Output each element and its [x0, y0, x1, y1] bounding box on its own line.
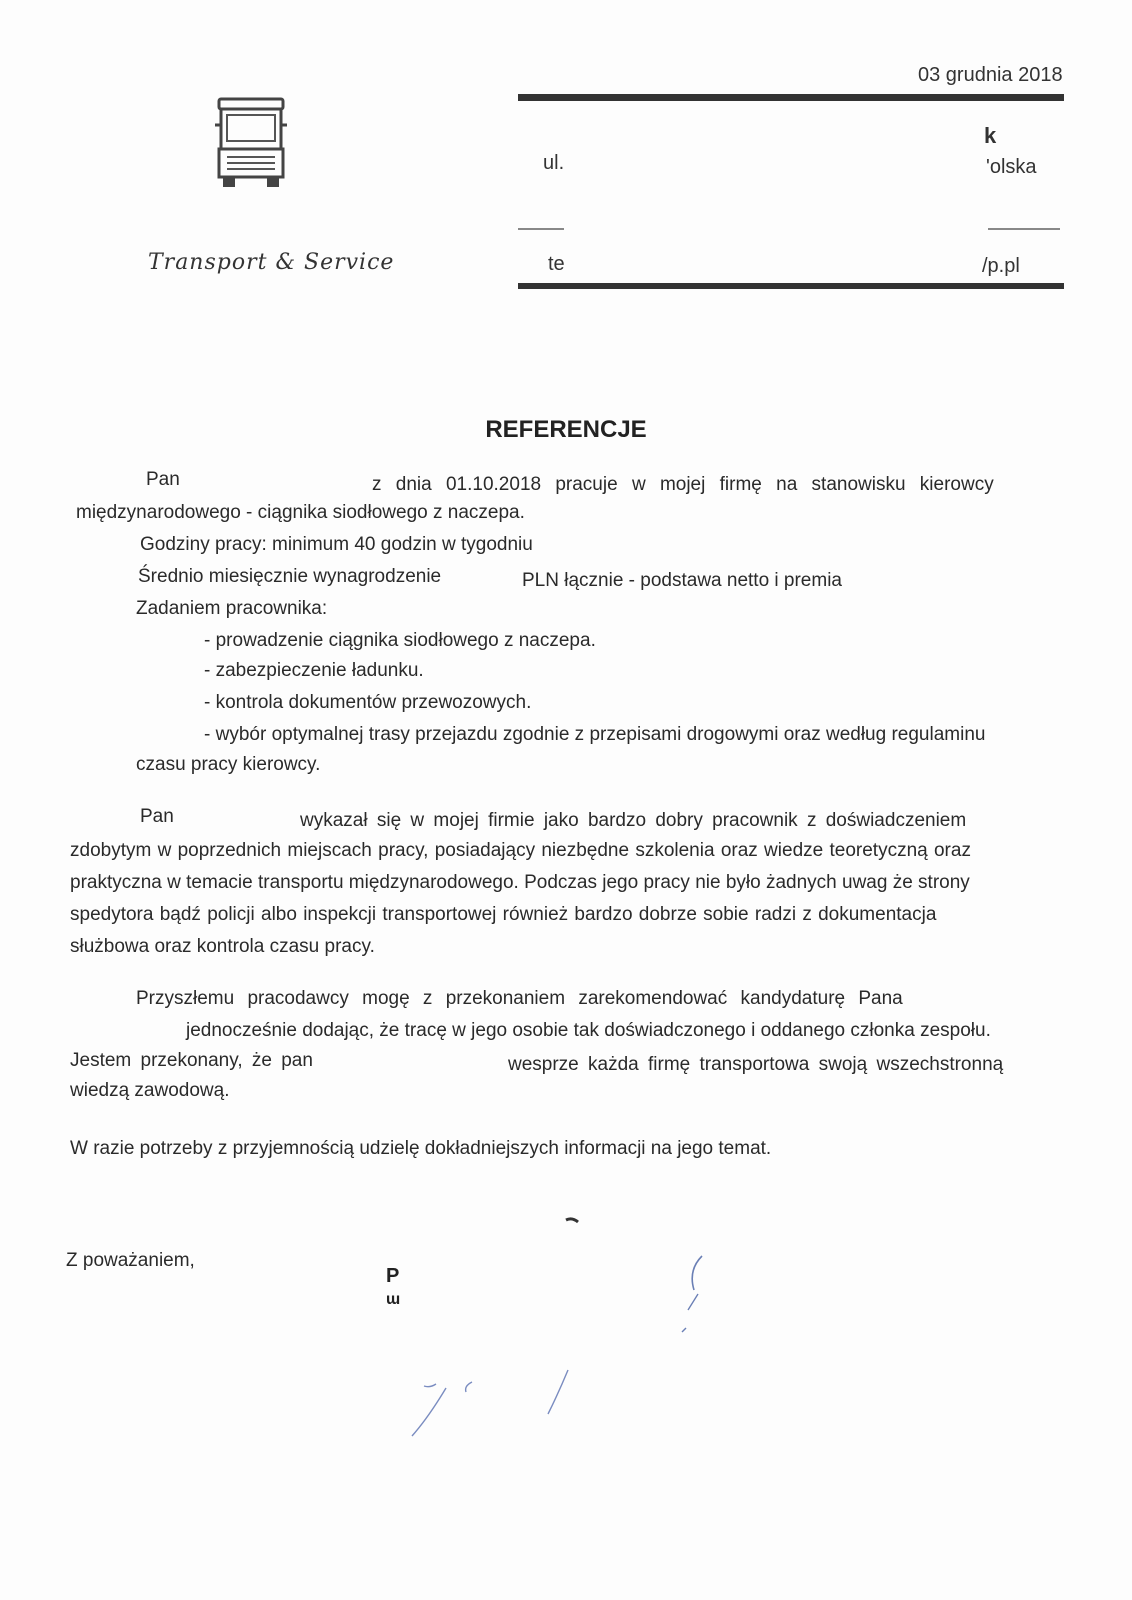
email-fragment: /p.pl — [982, 255, 1020, 277]
country-fragment: 'olska — [986, 156, 1037, 178]
p1-pan: Pan — [146, 469, 180, 490]
p3-line1: Przyszłemu pracodawcy mogę z przekonaniem zarekomendować kandydaturę Pana — [136, 988, 903, 1009]
p1-line1: z dnia 01.10.2018 pracuje w mojej firmę na stanowisku kierowcy — [372, 474, 994, 495]
salary-detail: PLN łącznie - podstawa netto i premia — [522, 570, 842, 591]
duties-title: Zadaniem pracownika: — [136, 598, 328, 619]
p2-line4: spedytora bądź policji albo inspekcji transportowej również bardzo dobrze sobie radzi z dokumentacja — [70, 904, 937, 925]
duty-item: - zabezpieczenie ładunku. — [204, 660, 424, 681]
p3-line3-right: wesprze każda firmę transportowa swoją wszechstronną — [508, 1054, 1004, 1075]
p2-pan: Pan — [140, 806, 174, 827]
document-title: REFERENCJE — [485, 416, 647, 443]
p3-line3-left: Jestem przekonany, że pan — [70, 1050, 313, 1071]
address-prefix: ul. — [543, 152, 565, 174]
p3-line2: jednocześnie dodając, że tracę w jego osobie tak doświadczonego i oddanego członka zespołu. — [186, 1020, 991, 1041]
duty-item: - wybór optymalnej trasy przejazdu zgodnie z przepisami drogowymi oraz według regulaminu — [204, 724, 986, 745]
company-name-fragment: k — [984, 123, 997, 148]
duty-item-continuation: czasu pracy kierowcy. — [136, 754, 321, 775]
header-divider-right — [988, 228, 1060, 230]
svg-text:ɯ: ɯ — [386, 1291, 401, 1308]
p2-line5: służbowa oraz kontrola czasu pracy. — [70, 936, 375, 957]
letter-date: 03 grudnia 2018 — [918, 64, 1063, 86]
duty-item: - prowadzenie ciągnika siodłowego z naczepa. — [204, 630, 596, 651]
p2-line2: zdobytym w poprzednich miejscach pracy, posiadający niezbędne szkolenia oraz wiedze teoretyczną oraz — [70, 840, 971, 861]
header-rule-bottom — [518, 283, 1064, 289]
working-hours: Godziny pracy: minimum 40 godzin w tygodniu — [140, 534, 533, 555]
header-rule-top — [518, 94, 1064, 101]
svg-text:P: P — [386, 1265, 400, 1287]
truck-front-icon — [213, 95, 289, 191]
phone-prefix: te — [548, 253, 565, 275]
signature-stamp — [380, 1210, 740, 1470]
logo-text: Transport & Service — [148, 250, 395, 275]
duty-item: - kontrola dokumentów przewozowych. — [204, 692, 532, 713]
p2-line1: wykazał się w mojej firmie jako bardzo dobry pracownik z doświadczeniem — [300, 810, 967, 831]
p4: W razie potrzeby z przyjemnością udzielę dokładniejszych informacji na jego temat. — [70, 1138, 772, 1159]
closing: Z poważaniem, — [66, 1250, 195, 1271]
header-divider-left — [518, 228, 564, 230]
p3-line4: wiedzą zawodową. — [70, 1080, 230, 1101]
p2-line3: praktyczna w temacie transportu międzynarodowego. Podczas jego pracy nie było żadnych uwag że strony — [70, 872, 970, 893]
salary-label: Średnio miesięcznie wynagrodzenie — [138, 566, 442, 587]
p1-line2: międzynarodowego - ciągnika siodłowego z naczepa. — [76, 502, 525, 523]
